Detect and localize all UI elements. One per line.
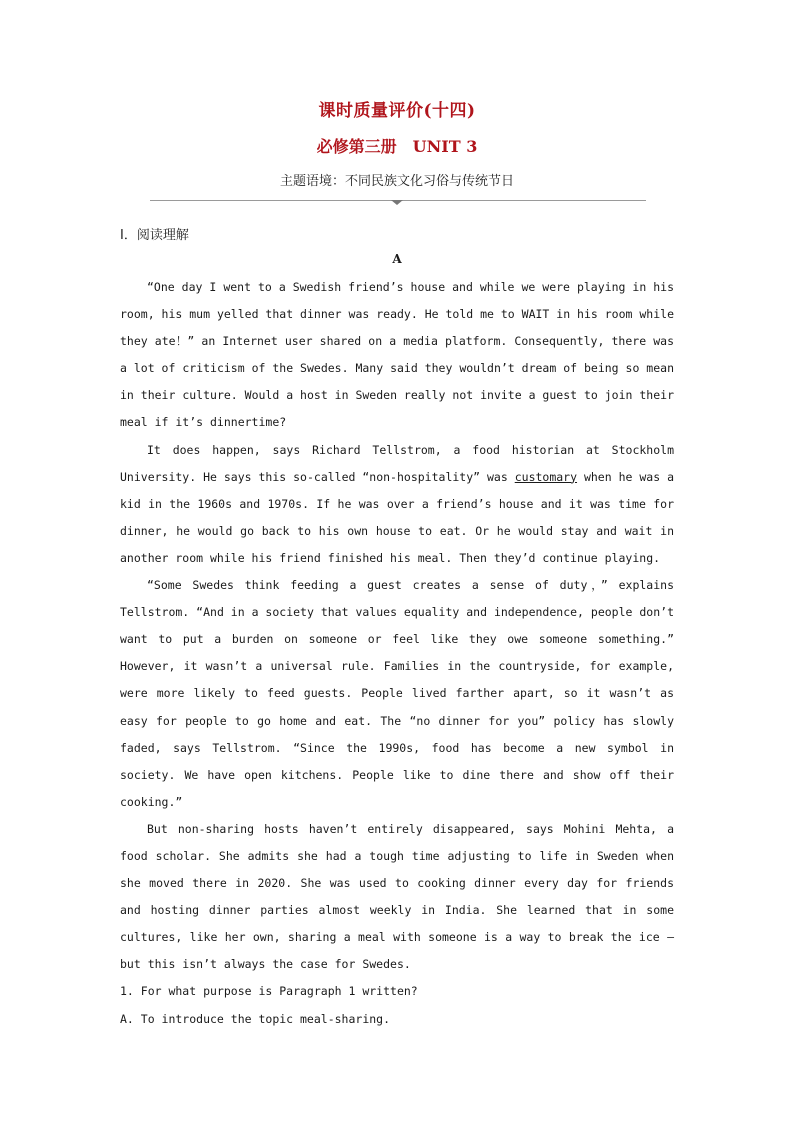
question-1-option-a: A. To introduce the topic meal-sharing.: [120, 1011, 391, 1026]
page-subtitle: 必修第三册 UNIT 3: [316, 137, 478, 156]
paragraph-2-text-b: when he was a kid in the 1960s and 1970s. If he was over a friend’s house and it was time for dinner, he would go back to his own house to eat. Or he would stay and wait in another room while his friend finished his meal. Then they’d continue playing.: [120, 469, 674, 565]
question-1: 1. For what purpose is Paragraph 1 written?: [120, 984, 418, 999]
page-title: 课时质量评价(十四): [318, 101, 476, 121]
section-heading: Ⅰ．阅读理解: [120, 228, 189, 243]
paragraph-3: “Some Swedes think feeding a guest creates a sense of duty，” explains Tellstrom. “And in a society that values equality and independence, people don’t want to put a burden on someone or feel like they owe someone something.” However, it wasn’t a universal rule. Families in the countryside, for example, were more likely to feed guests. People lived farther apart, so it wasn’t as easy for people to go home and eat. The “no dinner for you” policy has slowly faded, says Tellstrom. “Since the 1990s, food has become a new symbol in society. We have open kitchens. People like to dine there and show off their cooking.”: [120, 578, 674, 809]
paragraph-1: “One day I went to a Swedish friend’s house and while we were playing in his room, his mum yelled that dinner was ready. He told me to WAIT in his room while they ate！” an Internet user shared on a media platform. Consequently, there was a lot of criticism of the Swedes. Many said they wouldn’t dream of being so mean in their culture. Would a host in Sweden really not invite a guest to join their meal if it’s dinnertime?: [120, 280, 674, 430]
paragraph-2-text-a: It does happen, says Richard Tellstrom, a food historian at Stockholm University. He says this so-called “non-hospitality” was: [120, 442, 674, 484]
paragraph-2: [120, 437, 674, 572]
passage-label: A: [392, 252, 402, 266]
paragraph-4: But non-sharing hosts haven’t entirely disappeared, says Mohini Mehta, a food scholar. She admits she had a tough time adjusting to life in Sweden when she moved there in 2020. She was used to cooking dinner every day for friends and hosting dinner parties almost weekly in India. She learned that in some cultures, like her own, sharing a meal with someone is a way to break the ice — but this isn’t always the case for Swedes.: [120, 821, 674, 972]
divider-marker-icon: [391, 200, 403, 205]
theme-line: 主题语境：不同民族文化习俗与传统节日: [279, 174, 514, 189]
passage-body: [120, 274, 674, 1033]
underlined-word: customary: [514, 469, 578, 484]
